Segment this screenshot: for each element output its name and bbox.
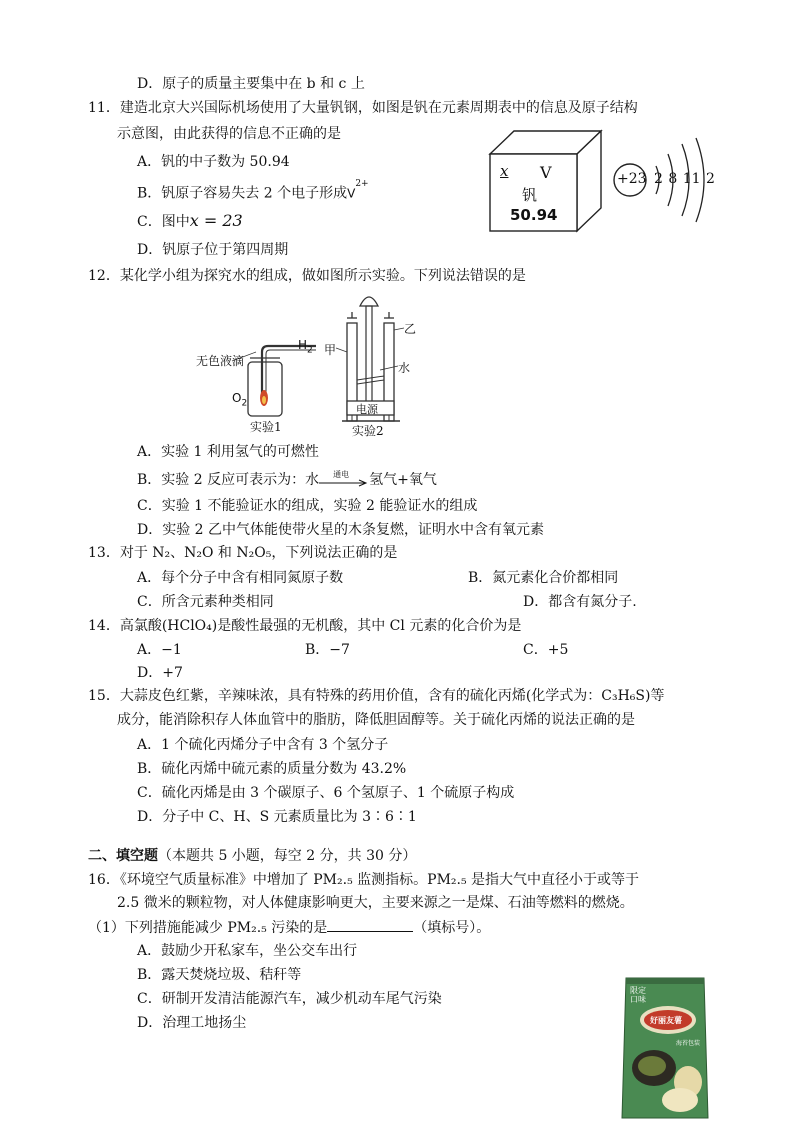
q14-option-d: D．+7 bbox=[137, 665, 183, 681]
q11-option-b-text: B．钒原子容易失去 2 个电子形成 bbox=[137, 185, 348, 202]
q11-option-b bbox=[137, 180, 369, 204]
chip-bag-brand: 好丽友薯 bbox=[650, 1015, 682, 1025]
q14-option-c: C．+5 bbox=[523, 642, 569, 658]
fig-o2-label bbox=[232, 391, 247, 408]
q12-option-a: A．实验 1 利用氢气的可燃性 bbox=[137, 444, 319, 460]
q16-sub1-prefix: （1）下列措施能减少 PM₂.₅ 污染的是 bbox=[88, 920, 328, 936]
q13-option-a: A．每个分子中含有相同氮原子数 bbox=[137, 570, 344, 586]
fig-liquid-label: 无色液滴 bbox=[196, 354, 245, 368]
section-2-note: （本题共 5 小题，每空 2 分，共 30 分） bbox=[158, 848, 417, 864]
q16-option-a: A．鼓励少开私家车，坐公交车出行 bbox=[137, 943, 358, 959]
q12-stem: 12．某化学小组为探究水的组成，做如图所示实验。下列说法错误的是 bbox=[88, 268, 526, 284]
periodic-cell-name: 钒 bbox=[522, 186, 538, 204]
q14-stem: 14．高氯酸(HClO₄)是酸性最强的无机酸，其中 Cl 元素的化合价为是 bbox=[88, 618, 522, 634]
fig-o2-sub: 2 bbox=[241, 398, 248, 409]
fig-power-label: 电源 bbox=[356, 403, 378, 416]
atom-shells: 2 8 11 2 bbox=[654, 171, 715, 187]
q15-option-d: D．分子中 C、H、S 元素质量比为 3∶6∶1 bbox=[137, 809, 417, 825]
q11-option-c-expr: x = 23 bbox=[189, 211, 243, 230]
reaction-arrow bbox=[319, 470, 369, 487]
q10-option-d: D．原子的质量主要集中在 b 和 c 上 bbox=[137, 76, 365, 92]
fig-water-label: 水 bbox=[398, 361, 411, 375]
fig-o2-symbol: O bbox=[232, 391, 242, 405]
fig-h2-label bbox=[298, 338, 313, 355]
q15-stem-line1: 15．大蒜皮色红紫，辛辣味浓，具有特殊的药用价值，含有的硫化丙烯(化学式为：C₃H₆S)等 bbox=[88, 688, 665, 704]
fig-yi-label: 乙 bbox=[404, 322, 417, 336]
q14-option-a: A．−1 bbox=[137, 642, 182, 658]
q11-stem-line1: 11．建造北京大兴国际机场使用了大量钒钢，如图是钒在元素周期表中的信息及原子结构 bbox=[88, 100, 638, 116]
periodic-cell-symbol: V bbox=[540, 163, 552, 182]
atom-nucleus: +23 bbox=[617, 171, 647, 187]
fig-exp1-label: 实验1 bbox=[250, 420, 282, 434]
periodic-cell-x: x bbox=[500, 162, 509, 180]
answer-blank[interactable] bbox=[327, 917, 413, 932]
q11-option-c bbox=[137, 211, 243, 232]
chip-bag-sub: 海苔包装 bbox=[676, 1040, 701, 1047]
q12-option-b-suffix: 氢气+氧气 bbox=[369, 472, 437, 488]
q16-option-c: C．研制开发清洁能源汽车，减少机动车尾气污染 bbox=[137, 991, 442, 1007]
q15-option-a: A．1 个硫化丙烯分子中含有 3 个氢分子 bbox=[137, 737, 389, 753]
chip-bag-image bbox=[620, 976, 710, 1122]
fig-h2-symbol: H bbox=[298, 338, 308, 352]
q12-option-b-prefix: B．实验 2 反应可表示为：水 bbox=[137, 472, 320, 488]
q16-stem-line1: 16．《环境空气质量标准》中增加了 PM₂.₅ 监测指标。PM₂.₅ 是指大气中直径小于或等于 bbox=[88, 872, 640, 888]
section-2-title: 二、填空题 bbox=[88, 848, 158, 864]
fig-h2-sub: 2 bbox=[307, 345, 313, 356]
q14-option-b: B．−7 bbox=[305, 642, 350, 658]
q11-option-a: A．钒的中子数为 50.94 bbox=[137, 154, 290, 170]
q15-option-b: B．硫化丙烯中硫元素的质量分数为 43.2% bbox=[137, 761, 407, 777]
q13-stem: 13．对于 N₂、N₂O 和 N₂O₅，下列说法正确的是 bbox=[88, 545, 398, 561]
q11-option-b-charge: 2+ bbox=[355, 179, 369, 189]
q16-stem-line2: 2.5 微米的颗粒物，对人体健康影响更大，主要来源之一是煤、石油等燃料的燃烧。 bbox=[117, 895, 634, 911]
q11-stem-line2: 示意图，由此获得的信息不正确的是 bbox=[117, 126, 341, 142]
q12-option-d: D．实验 2 乙中气体能使带火星的木条复燃，证明水中含有氧元素 bbox=[137, 522, 545, 538]
q16-option-b: B．露天焚烧垃圾、秸秆等 bbox=[137, 967, 302, 983]
q12-option-c: C．实验 1 不能验证水的组成，实验 2 能验证水的组成 bbox=[137, 498, 478, 514]
q15-stem-line2: 成分，能消除积存人体血管中的脂肪，降低胆固醇等。关于硫化丙烯的说法正确的是 bbox=[117, 712, 635, 728]
q12-option-b bbox=[137, 470, 437, 490]
chip-bag-tag: 限定口味 bbox=[630, 986, 646, 1004]
q13-option-c: C．所含元素种类相同 bbox=[137, 594, 274, 610]
q13-option-d: D．都含有氮分子. bbox=[523, 594, 637, 610]
q11-option-b-ion: V bbox=[347, 186, 356, 201]
periodic-cell-mass: 50.94 bbox=[510, 206, 558, 224]
q11-option-c-text: C．图中 bbox=[137, 214, 190, 230]
reaction-condition: 通电 bbox=[333, 470, 350, 479]
q16-option-d: D．治理工地扬尘 bbox=[137, 1015, 247, 1031]
q11-option-d: D．钒原子位于第四周期 bbox=[137, 242, 289, 258]
q13-option-b: B．氮元素化合价都相同 bbox=[468, 570, 619, 586]
q15-option-c: C．硫化丙烯是由 3 个碳原子、6 个氢原子、1 个硫原子构成 bbox=[137, 785, 515, 801]
q16-sub1-suffix: （填标号）。 bbox=[413, 920, 491, 936]
fig-jia-label: 甲 bbox=[324, 343, 337, 357]
section-2-heading bbox=[88, 846, 416, 866]
q16-sub1 bbox=[88, 917, 490, 938]
fig-exp2-label: 实验2 bbox=[352, 424, 384, 438]
